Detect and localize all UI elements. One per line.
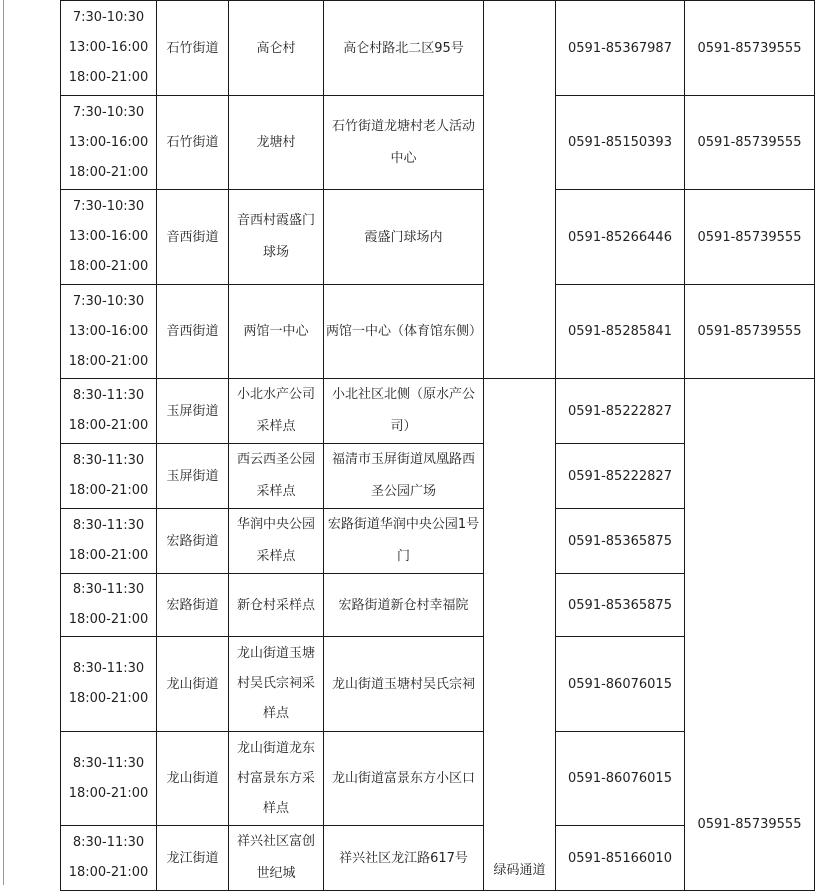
street-cell: 龙江街道 [157, 826, 229, 891]
site-cell: 新仓村采样点 [229, 574, 324, 637]
phone-cell: 0591-85367987 [556, 1, 685, 96]
green-channel-cell [484, 1, 556, 379]
time-cell: 8:30-11:30 18:00-21:00 [61, 509, 157, 574]
address-cell: 福清市玉屏街道凤凰路西圣公园广场 [324, 444, 484, 509]
phone-cell: 0591-86076015 [556, 732, 685, 826]
supervise-phone-cell: 0591-85739555 [685, 1, 815, 96]
address-cell: 霞盛门球场内 [324, 190, 484, 285]
table-row [61, 96, 815, 190]
address-cell: 龙山街道富景东方小区口 [324, 732, 484, 826]
supervise-phone-cell: 0591-85739555 [685, 96, 815, 190]
phone-cell: 0591-86076015 [556, 637, 685, 732]
site-cell: 两馆一中心 [229, 285, 324, 379]
phone-cell: 0591-85222827 [556, 444, 685, 509]
street-cell: 龙山街道 [157, 637, 229, 732]
street-cell: 宏路街道 [157, 509, 229, 574]
site-cell: 龙山街道玉塘村吴氏宗祠采样点 [229, 637, 324, 732]
phone-cell: 0591-85166010 [556, 826, 685, 891]
time-cell: 7:30-10:30 13:00-16:00 18:00-21:00 [61, 285, 157, 379]
table-row [61, 190, 815, 285]
site-cell: 龙塘村 [229, 96, 324, 190]
time-cell: 8:30-11:30 18:00-21:00 [61, 732, 157, 826]
site-cell: 小北水产公司采样点 [229, 379, 324, 444]
table-row [61, 285, 815, 379]
site-cell: 高仑村 [229, 1, 324, 96]
time-cell: 8:30-11:30 18:00-21:00 [61, 444, 157, 509]
street-cell: 音西街道 [157, 285, 229, 379]
site-cell: 龙山街道龙东村富景东方采样点 [229, 732, 324, 826]
address-cell: 两馆一中心（体育馆东侧） [324, 285, 484, 379]
time-cell: 8:30-11:30 18:00-21:00 [61, 379, 157, 444]
time-cell: 8:30-11:30 18:00-21:00 [61, 637, 157, 732]
testing-sites-table [60, 0, 815, 891]
time-cell: 8:30-11:30 18:00-21:00 [61, 574, 157, 637]
street-cell: 玉屏街道 [157, 444, 229, 509]
address-cell: 龙山街道玉塘村吴氏宗祠 [324, 637, 484, 732]
street-cell: 音西街道 [157, 190, 229, 285]
site-cell: 西云西圣公园采样点 [229, 444, 324, 509]
phone-cell: 0591-85266446 [556, 190, 685, 285]
time-cell: 7:30-10:30 13:00-16:00 18:00-21:00 [61, 96, 157, 190]
site-cell: 华润中央公园采样点 [229, 509, 324, 574]
phone-cell: 0591-85365875 [556, 509, 685, 574]
street-cell: 石竹街道 [157, 96, 229, 190]
phone-cell: 0591-85150393 [556, 96, 685, 190]
table-row [61, 1, 815, 96]
address-cell: 小北社区北侧（原水产公司） [324, 379, 484, 444]
address-cell: 石竹街道龙塘村老人活动中心 [324, 96, 484, 190]
address-cell: 祥兴社区龙江路617号 [324, 826, 484, 891]
merged-supervise-phone-cell: 0591-85739555 [685, 379, 815, 891]
page-left-border [3, 0, 4, 885]
street-cell: 玉屏街道 [157, 379, 229, 444]
address-cell: 宏路街道新仓村幸福院 [324, 574, 484, 637]
address-cell: 高仑村路北二区95号 [324, 1, 484, 96]
street-cell: 龙山街道 [157, 732, 229, 826]
site-cell: 音西村霞盛门球场 [229, 190, 324, 285]
phone-cell: 0591-85222827 [556, 379, 685, 444]
address-cell: 宏路街道华润中央公园1号门 [324, 509, 484, 574]
supervise-phone-cell: 0591-85739555 [685, 285, 815, 379]
street-cell: 宏路街道 [157, 574, 229, 637]
table-row [61, 379, 815, 444]
time-cell: 7:30-10:30 13:00-16:00 18:00-21:00 [61, 190, 157, 285]
phone-cell: 0591-85365875 [556, 574, 685, 637]
site-cell: 祥兴社区富创世纪城 [229, 826, 324, 891]
supervise-phone-cell: 0591-85739555 [685, 190, 815, 285]
time-cell: 8:30-11:30 18:00-21:00 [61, 826, 157, 891]
green-channel-cell: 绿码通道 [484, 379, 556, 891]
phone-cell: 0591-85285841 [556, 285, 685, 379]
street-cell: 石竹街道 [157, 1, 229, 96]
time-cell: 7:30-10:30 13:00-16:00 18:00-21:00 [61, 1, 157, 96]
